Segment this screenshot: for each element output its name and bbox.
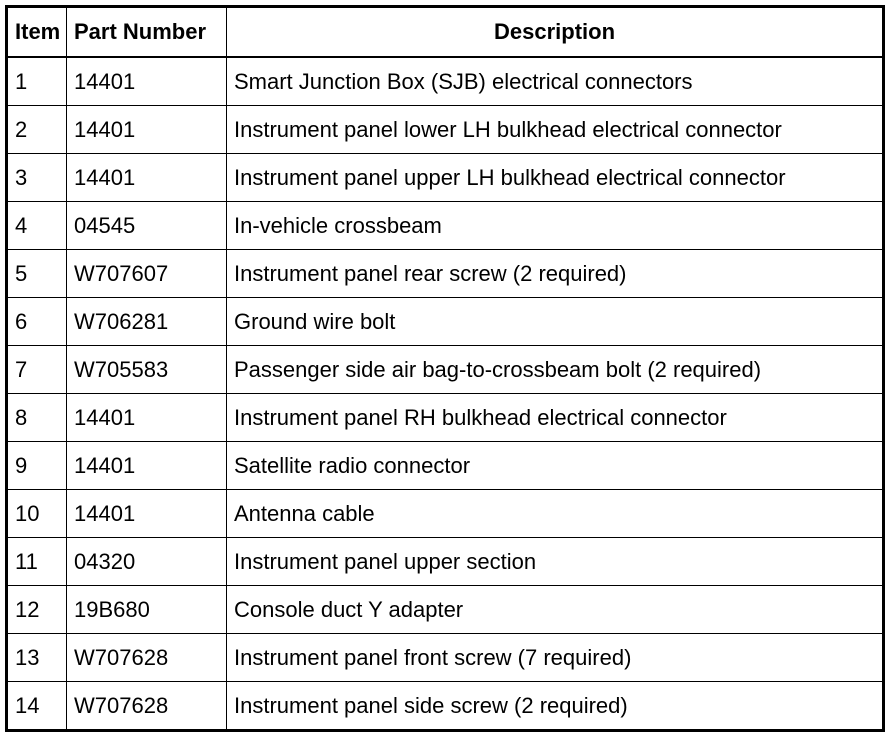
header-part-number: Part Number xyxy=(67,7,227,58)
description-cell: Passenger side air bag-to-crossbeam bolt (2 required) xyxy=(227,346,884,394)
description-cell: Instrument panel rear screw (2 required) xyxy=(227,250,884,298)
table-row xyxy=(7,202,884,250)
item-cell: 13 xyxy=(7,634,67,682)
description-cell: Instrument panel side screw (2 required) xyxy=(227,682,884,731)
header-row xyxy=(7,7,884,58)
table-row xyxy=(7,250,884,298)
part-number-cell: W706281 xyxy=(67,298,227,346)
part-number-cell: 04545 xyxy=(67,202,227,250)
description-cell: Antenna cable xyxy=(227,490,884,538)
table-row xyxy=(7,346,884,394)
item-cell: 7 xyxy=(7,346,67,394)
description-cell: Satellite radio connector xyxy=(227,442,884,490)
item-cell: 14 xyxy=(7,682,67,731)
part-number-cell: 14401 xyxy=(67,57,227,106)
item-cell: 3 xyxy=(7,154,67,202)
table-row xyxy=(7,538,884,586)
part-number-cell: W707628 xyxy=(67,682,227,731)
item-cell: 8 xyxy=(7,394,67,442)
part-number-cell: 14401 xyxy=(67,490,227,538)
table-row xyxy=(7,298,884,346)
description-cell: Instrument panel front screw (7 required) xyxy=(227,634,884,682)
item-cell: 9 xyxy=(7,442,67,490)
table-row xyxy=(7,57,884,106)
table-row xyxy=(7,634,884,682)
table-row xyxy=(7,106,884,154)
description-cell: Console duct Y adapter xyxy=(227,586,884,634)
part-number-cell: 14401 xyxy=(67,442,227,490)
parts-table xyxy=(5,5,885,732)
table-row xyxy=(7,682,884,731)
item-cell: 4 xyxy=(7,202,67,250)
table-row xyxy=(7,154,884,202)
item-cell: 11 xyxy=(7,538,67,586)
table-row xyxy=(7,442,884,490)
description-cell: Instrument panel upper LH bulkhead electrical connector xyxy=(227,154,884,202)
part-number-cell: 14401 xyxy=(67,106,227,154)
table-row xyxy=(7,586,884,634)
description-cell: Instrument panel RH bulkhead electrical connector xyxy=(227,394,884,442)
description-cell: Instrument panel lower LH bulkhead electrical connector xyxy=(227,106,884,154)
item-cell: 1 xyxy=(7,57,67,106)
table-row xyxy=(7,394,884,442)
item-cell: 10 xyxy=(7,490,67,538)
description-cell: Smart Junction Box (SJB) electrical connectors xyxy=(227,57,884,106)
part-number-cell: 14401 xyxy=(67,154,227,202)
header-description: Description xyxy=(227,7,884,58)
item-cell: 5 xyxy=(7,250,67,298)
header-item: Item xyxy=(7,7,67,58)
description-cell: Ground wire bolt xyxy=(227,298,884,346)
table-row xyxy=(7,490,884,538)
part-number-cell: W705583 xyxy=(67,346,227,394)
description-cell: Instrument panel upper section xyxy=(227,538,884,586)
part-number-cell: W707628 xyxy=(67,634,227,682)
item-cell: 6 xyxy=(7,298,67,346)
part-number-cell: W707607 xyxy=(67,250,227,298)
item-cell: 12 xyxy=(7,586,67,634)
description-cell: In-vehicle crossbeam xyxy=(227,202,884,250)
item-cell: 2 xyxy=(7,106,67,154)
part-number-cell: 04320 xyxy=(67,538,227,586)
part-number-cell: 19B680 xyxy=(67,586,227,634)
part-number-cell: 14401 xyxy=(67,394,227,442)
